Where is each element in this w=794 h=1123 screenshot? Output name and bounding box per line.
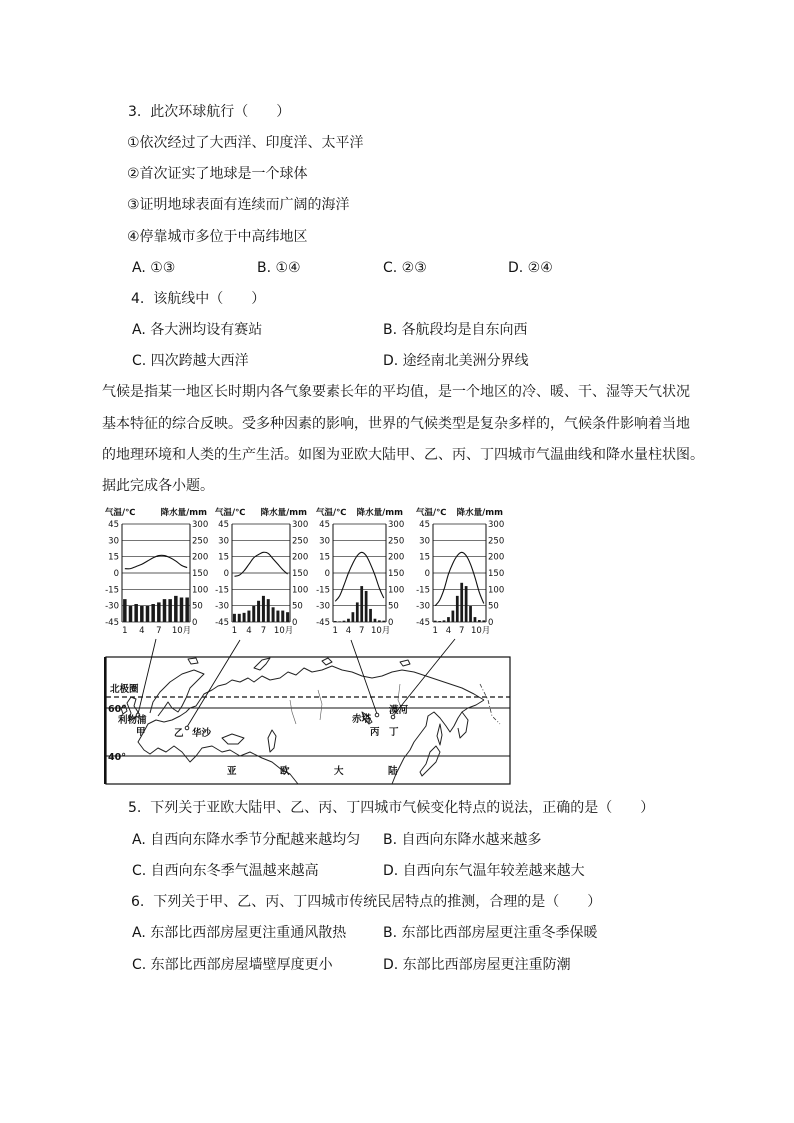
precip-tick-label: 150 — [192, 569, 209, 579]
precip-bar — [262, 596, 265, 622]
precip-tick-label: 250 — [388, 536, 405, 547]
q4-option-d: D. 途经南北美洲分界线 — [383, 353, 529, 369]
precip-bar — [447, 617, 450, 622]
temp-tick-label: -45 — [215, 618, 229, 628]
precip-bar — [482, 620, 485, 622]
climate-figure — [100, 500, 525, 790]
temp-tick-label: -45 — [316, 618, 330, 628]
month-label: 1 — [432, 626, 438, 636]
precip-axis-title: 降水量/mm — [260, 508, 307, 518]
precip-axis-title: 降水量/mm — [356, 508, 403, 518]
precip-bar — [140, 606, 144, 622]
precip-bar — [168, 599, 172, 622]
month-label: 10月 — [370, 626, 391, 636]
precip-bar — [180, 598, 184, 623]
scandinavia-outline — [150, 670, 204, 716]
precip-bar — [238, 614, 241, 622]
q5-option-a: A. 自西向东降水季节分配越来越均匀 — [132, 832, 361, 848]
q3-option-d: D. ②④ — [508, 260, 553, 276]
passage-line-4: 据此完成各小题。 — [102, 478, 214, 494]
q5-stem: 5. 下列关于亚欧大陆甲、乙、丙、丁四城市气候变化特点的说法，正确的是（ ） — [128, 800, 655, 816]
precip-bar — [129, 606, 133, 622]
temp-axis-title: 气温/℃ — [416, 508, 447, 518]
city-marker-chita — [375, 713, 379, 717]
q4-stem: 4. 该航线中（ ） — [131, 291, 266, 307]
precip-tick-label: 50 — [192, 601, 203, 612]
climate-chart-ding — [416, 507, 504, 636]
passage-line-1: 气候是指某一地区长时期内各气象要素长年的平均值，是一个地区的冷、暖、干、湿等天气状况 — [102, 384, 690, 400]
precip-tick-label: 300 — [192, 520, 209, 530]
precip-bar — [469, 606, 472, 622]
precip-tick-label: 0 — [192, 618, 198, 628]
month-label: 7 — [260, 626, 267, 636]
precip-bar — [123, 599, 127, 622]
temp-axis-title: 气温/℃ — [316, 508, 347, 518]
q3-option-b: B. ①④ — [257, 260, 301, 276]
month-label: 1 — [332, 626, 338, 636]
temp-tick-label: -15 — [215, 585, 229, 596]
precip-tick-label: 300 — [292, 520, 309, 530]
climate-chart-yi — [215, 507, 308, 636]
temp-tick-label: 0 — [424, 569, 430, 579]
temp-curve — [435, 552, 484, 605]
continent-label-char: 陆 — [388, 766, 398, 777]
precip-bar — [267, 599, 270, 622]
precip-bar — [185, 598, 189, 623]
precip-bar — [243, 613, 246, 622]
temp-tick-label: 15 — [218, 552, 229, 563]
precip-bar — [369, 609, 372, 622]
map-frame — [106, 657, 510, 784]
precip-tick-label: 100 — [488, 585, 505, 596]
precip-bar — [286, 612, 289, 622]
q3-option-a: A. ①③ — [132, 260, 176, 276]
novaya-zemlya-outline — [254, 658, 270, 670]
river-line — [318, 690, 322, 720]
city-label-liverpool: 利物浦 — [118, 715, 147, 726]
q3-item-1: ①依次经过了大西洋、印度洋、太平洋 — [127, 135, 364, 151]
precip-tick-label: 100 — [192, 585, 209, 596]
precip-bar — [378, 620, 381, 622]
temp-curve — [335, 552, 384, 601]
precip-bar — [257, 601, 260, 622]
precip-bar — [146, 606, 150, 622]
q6-option-c: C. 东部比西部房屋墙壁厚度更小 — [132, 957, 333, 973]
precip-bar — [382, 621, 385, 622]
temp-tick-label: -30 — [215, 601, 229, 612]
precip-tick-label: 250 — [192, 536, 209, 547]
precip-tick-label: 150 — [292, 569, 309, 579]
city-label-bing: 丙 — [370, 727, 380, 738]
temp-axis-title: 气温/℃ — [105, 508, 136, 518]
q6-stem: 6. 下列关于甲、乙、丙、丁四城市传统民居特点的推测，合理的是（ ） — [131, 894, 602, 910]
q4-option-b: B. 各航段均是自东向西 — [383, 322, 528, 338]
temp-tick-label: -30 — [416, 601, 430, 612]
severnaya-zemlya-outline — [322, 658, 332, 665]
river-line — [290, 700, 296, 724]
leader-line-bing — [351, 640, 377, 714]
q3-item-4: ④停靠城市多位于中高纬地区 — [127, 229, 308, 245]
precip-bar — [356, 602, 359, 622]
japan-outline — [420, 746, 440, 776]
temp-tick-label: -30 — [105, 601, 119, 612]
temp-tick-label: 15 — [319, 552, 330, 563]
temp-tick-label: 30 — [218, 536, 229, 547]
temp-tick-label: 45 — [419, 520, 430, 530]
precip-tick-label: 0 — [292, 618, 298, 628]
temp-tick-label: 15 — [108, 552, 119, 563]
temp-tick-label: -15 — [416, 585, 430, 596]
month-label: 1 — [231, 626, 238, 636]
temp-curve — [125, 555, 187, 569]
precip-bar — [151, 604, 155, 622]
month-label: 10月 — [470, 626, 491, 636]
precip-bar — [352, 612, 355, 622]
precip-tick-label: 150 — [488, 569, 505, 579]
precip-tick-label: 200 — [292, 552, 309, 563]
map — [105, 639, 510, 784]
city-marker-warsaw — [185, 726, 189, 730]
lat-60-label: 60° — [108, 704, 126, 715]
temp-axis-title: 气温/℃ — [215, 508, 246, 518]
precip-tick-label: 200 — [192, 552, 209, 563]
precip-tick-label: 50 — [488, 601, 499, 612]
q3-item-3: ③证明地球表面有连续而广阔的海洋 — [127, 197, 350, 213]
city-label-chita: 赤塔 — [352, 714, 372, 725]
temp-tick-label: 30 — [319, 536, 330, 547]
precip-bar — [360, 586, 363, 622]
precip-tick-label: 300 — [388, 520, 405, 530]
precip-tick-label: 150 — [388, 569, 405, 579]
month-label: 1 — [122, 626, 128, 636]
precip-tick-label: 200 — [488, 552, 505, 563]
temp-tick-label: 45 — [218, 520, 229, 530]
precip-bar — [474, 617, 477, 622]
city-label-yi: 乙 — [174, 728, 184, 739]
precip-tick-label: 50 — [388, 601, 399, 612]
q4-option-c: C. 四次跨越大西洋 — [132, 353, 249, 369]
precip-bar — [334, 621, 337, 622]
precip-bar — [272, 607, 275, 622]
city-label-mohe: 漠河 — [389, 705, 409, 716]
q6-option-b: B. 东部比西部房屋更注重冬季保暖 — [383, 925, 598, 941]
precip-axis-title: 降水量/mm — [456, 508, 503, 518]
south-coast-outline — [138, 735, 298, 784]
precip-axis-title: 降水量/mm — [160, 508, 207, 518]
temp-tick-label: -30 — [316, 601, 330, 612]
month-label: 4 — [139, 626, 145, 636]
precip-tick-label: 50 — [292, 601, 303, 612]
q3-stem: 3. 此次环球航行（ ） — [128, 104, 291, 120]
precip-bar — [478, 620, 481, 622]
passage-line-2: 基本特征的综合反映。受多种因素的影响，世界的气候类型是复杂多样的，气候条件影响着当地 — [102, 416, 690, 432]
month-label: 7 — [358, 626, 365, 636]
precip-tick-label: 300 — [488, 520, 505, 530]
climate-chart-bing — [316, 507, 404, 636]
q6-option-a: A. 东部比西部房屋更注重通风散热 — [132, 925, 347, 941]
svalbard-outline — [188, 658, 198, 664]
precip-bar — [276, 611, 279, 622]
temp-tick-label: 15 — [419, 552, 430, 563]
precip-bar — [374, 619, 377, 622]
city-label-warsaw: 华沙 — [192, 728, 212, 739]
temp-tick-label: 30 — [108, 536, 119, 547]
precip-bar — [174, 596, 178, 622]
lat-40-label: 40° — [108, 752, 126, 763]
temp-tick-label: -45 — [416, 618, 430, 628]
temp-tick-label: -45 — [105, 618, 119, 628]
q4-option-a: A. 各大洲均设有赛站 — [132, 322, 263, 338]
precip-tick-label: 250 — [292, 536, 309, 547]
precip-bar — [281, 611, 284, 622]
precip-bar — [443, 620, 446, 622]
climate-chart-jia — [105, 507, 208, 636]
temp-tick-label: -15 — [316, 585, 330, 596]
temp-tick-label: -15 — [105, 585, 119, 596]
precip-bar — [252, 606, 255, 622]
precip-bar — [365, 591, 368, 622]
continent-label-char: 大 — [334, 766, 344, 777]
precip-bar — [157, 602, 161, 622]
precip-bar — [233, 614, 236, 622]
arctic-circle-label: 北极圈 — [110, 684, 139, 695]
precip-bar — [347, 619, 350, 622]
temp-tick-label: 45 — [319, 520, 330, 530]
q3-item-2: ②首次证实了地球是一个球体 — [127, 166, 308, 182]
precip-bar — [247, 611, 250, 622]
precip-bar — [343, 621, 346, 622]
q6-option-d: D. 东部比西部房屋更注重防潮 — [383, 957, 571, 973]
q3-option-c: C. ②③ — [383, 260, 427, 276]
month-label: 4 — [445, 626, 452, 636]
q5-option-c: C. 自西向东冬季气温越来越高 — [132, 863, 319, 879]
month-label: 4 — [345, 626, 352, 636]
precip-tick-label: 0 — [388, 618, 394, 628]
temp-tick-label: 0 — [324, 569, 330, 579]
sakhalin-outline — [437, 724, 442, 745]
month-label: 7 — [458, 626, 465, 636]
date-line — [480, 684, 500, 724]
precip-tick-label: 200 — [388, 552, 405, 563]
month-label: 10月 — [273, 626, 294, 636]
precip-tick-label: 100 — [292, 585, 309, 596]
precip-tick-label: 100 — [388, 585, 405, 596]
q5-option-b: B. 自西向东降水越来越多 — [383, 832, 542, 848]
continent-label-char: 欧 — [280, 766, 290, 777]
city-label-jia: 甲 — [136, 727, 146, 738]
month-label: 4 — [246, 626, 252, 636]
passage-line-3: 的地理环境和人类的生产生活。如图为亚欧大陆甲、乙、丙、丁四城市气温曲线和降水量柱状图。 — [102, 447, 704, 463]
precip-bar — [465, 586, 468, 622]
precip-bar — [456, 596, 459, 622]
continent-label-char: 亚 — [227, 766, 237, 777]
precip-tick-label: 250 — [488, 536, 505, 547]
precip-bar — [134, 604, 138, 622]
black-sea-outline — [222, 734, 244, 744]
temp-tick-label: 0 — [223, 569, 229, 579]
month-label: 7 — [156, 626, 162, 636]
temp-tick-label: 45 — [108, 520, 119, 530]
temp-tick-label: 0 — [113, 569, 119, 579]
precip-bar — [434, 621, 437, 622]
precip-bar — [438, 621, 441, 622]
precip-bar — [452, 611, 455, 622]
q5-option-d: D. 自西向东气温年较差越来越大 — [383, 863, 585, 879]
month-label: 10月 — [171, 626, 192, 636]
city-label-ding: 丁 — [389, 727, 399, 738]
precip-bar — [460, 583, 463, 622]
precip-bar — [338, 621, 341, 622]
precip-bar — [163, 599, 167, 622]
precip-tick-label: 0 — [488, 618, 494, 628]
north-coast-outline — [142, 666, 484, 735]
temp-tick-label: 30 — [419, 536, 430, 547]
new-siberian-islands-outline — [400, 660, 410, 666]
caspian-sea-outline — [268, 730, 276, 752]
